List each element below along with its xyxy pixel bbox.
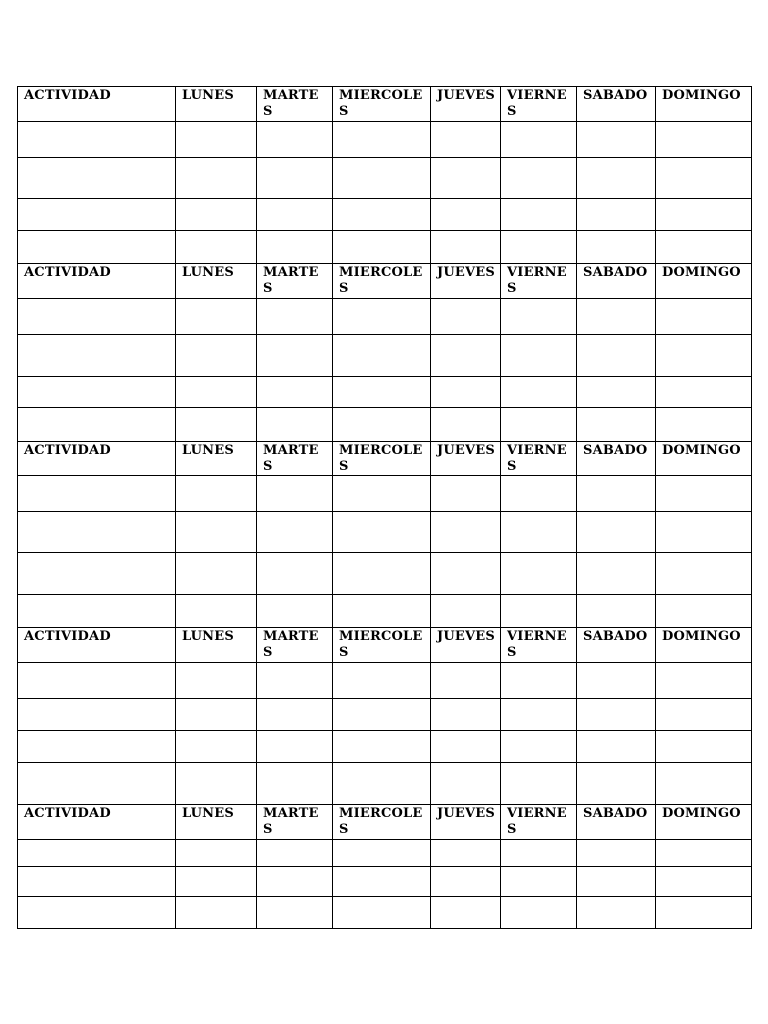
table-cell[interactable] bbox=[431, 377, 501, 408]
table-cell[interactable] bbox=[501, 867, 577, 897]
table-cell[interactable] bbox=[176, 512, 257, 553]
table-cell[interactable] bbox=[577, 377, 656, 408]
table-cell[interactable] bbox=[501, 122, 577, 158]
table-cell[interactable] bbox=[176, 199, 257, 231]
table-cell[interactable] bbox=[18, 122, 176, 158]
sabado-header: SABADO bbox=[577, 264, 656, 299]
table-row bbox=[18, 595, 752, 628]
table-cell[interactable] bbox=[257, 595, 333, 628]
table-cell[interactable] bbox=[176, 595, 257, 628]
jueves-header: JUEVES bbox=[431, 805, 501, 840]
table-cell[interactable] bbox=[577, 553, 656, 595]
table-cell[interactable] bbox=[501, 335, 577, 377]
table-cell[interactable] bbox=[577, 122, 656, 158]
schedule-body bbox=[18, 87, 752, 929]
table-cell[interactable] bbox=[18, 377, 176, 408]
sabado-header: SABADO bbox=[577, 442, 656, 476]
lunes-header: LUNES bbox=[176, 442, 257, 476]
table-cell[interactable] bbox=[257, 553, 333, 595]
table-cell[interactable] bbox=[431, 867, 501, 897]
viernes-header: VIERNES bbox=[501, 442, 577, 476]
table-cell[interactable] bbox=[577, 299, 656, 335]
table-cell[interactable] bbox=[18, 231, 176, 264]
lunes-header: LUNES bbox=[176, 628, 257, 663]
table-cell[interactable] bbox=[18, 512, 176, 553]
table-row bbox=[18, 763, 752, 805]
martes-header: MARTES bbox=[257, 805, 333, 840]
table-row bbox=[18, 158, 752, 199]
jueves-header: JUEVES bbox=[431, 628, 501, 663]
table-cell[interactable] bbox=[656, 512, 752, 553]
table-cell[interactable] bbox=[577, 840, 656, 867]
table-cell[interactable] bbox=[431, 199, 501, 231]
table-cell[interactable] bbox=[431, 840, 501, 867]
table-cell[interactable] bbox=[501, 231, 577, 264]
table-cell[interactable] bbox=[176, 408, 257, 442]
table-cell[interactable] bbox=[577, 897, 656, 929]
table-cell[interactable] bbox=[18, 840, 176, 867]
table-cell[interactable] bbox=[431, 299, 501, 335]
table-cell[interactable] bbox=[577, 699, 656, 731]
domingo-header: DOMINGO bbox=[656, 87, 752, 122]
table-cell[interactable] bbox=[333, 377, 431, 408]
table-cell[interactable] bbox=[577, 512, 656, 553]
table-cell[interactable] bbox=[257, 408, 333, 442]
table-cell[interactable] bbox=[656, 335, 752, 377]
table-row bbox=[18, 867, 752, 897]
table-cell[interactable] bbox=[656, 731, 752, 763]
table-cell[interactable] bbox=[501, 553, 577, 595]
table-cell[interactable] bbox=[176, 122, 257, 158]
table-cell[interactable] bbox=[176, 731, 257, 763]
table-row bbox=[18, 231, 752, 264]
table-cell[interactable] bbox=[257, 122, 333, 158]
table-cell[interactable] bbox=[431, 512, 501, 553]
table-cell[interactable] bbox=[176, 840, 257, 867]
table-row bbox=[18, 299, 752, 335]
miercoles-header: MIERCOLES bbox=[333, 628, 431, 663]
table-cell[interactable] bbox=[333, 595, 431, 628]
domingo-header: DOMINGO bbox=[656, 628, 752, 663]
table-cell[interactable] bbox=[577, 763, 656, 805]
table-row bbox=[18, 699, 752, 731]
table-cell[interactable] bbox=[501, 763, 577, 805]
section-header-row bbox=[18, 264, 752, 299]
martes-header: MARTES bbox=[257, 442, 333, 476]
domingo-header: DOMINGO bbox=[656, 442, 752, 476]
section-header-row bbox=[18, 442, 752, 476]
table-cell[interactable] bbox=[333, 476, 431, 512]
table-cell[interactable] bbox=[501, 158, 577, 199]
table-cell[interactable] bbox=[431, 122, 501, 158]
table-cell[interactable] bbox=[333, 731, 431, 763]
table-cell[interactable] bbox=[431, 699, 501, 731]
table-cell[interactable] bbox=[577, 476, 656, 512]
table-cell[interactable] bbox=[18, 663, 176, 699]
table-cell[interactable] bbox=[431, 553, 501, 595]
section-header-row bbox=[18, 805, 752, 840]
table-cell[interactable] bbox=[431, 335, 501, 377]
viernes-header: VIERNES bbox=[501, 87, 577, 122]
table-cell[interactable] bbox=[577, 408, 656, 442]
table-cell[interactable] bbox=[501, 897, 577, 929]
sabado-header: SABADO bbox=[577, 805, 656, 840]
actividad-header: ACTIVIDAD bbox=[18, 264, 176, 299]
table-cell[interactable] bbox=[257, 897, 333, 929]
table-cell[interactable] bbox=[501, 408, 577, 442]
table-cell[interactable] bbox=[257, 158, 333, 199]
domingo-header: DOMINGO bbox=[656, 805, 752, 840]
miercoles-header: MIERCOLES bbox=[333, 805, 431, 840]
table-cell[interactable] bbox=[431, 897, 501, 929]
table-cell[interactable] bbox=[18, 553, 176, 595]
table-cell[interactable] bbox=[333, 897, 431, 929]
table-cell[interactable] bbox=[257, 512, 333, 553]
table-cell[interactable] bbox=[333, 699, 431, 731]
table-cell[interactable] bbox=[176, 897, 257, 929]
table-cell[interactable] bbox=[577, 595, 656, 628]
sabado-header: SABADO bbox=[577, 628, 656, 663]
table-cell[interactable] bbox=[333, 867, 431, 897]
table-cell[interactable] bbox=[18, 731, 176, 763]
table-cell[interactable] bbox=[257, 663, 333, 699]
table-cell[interactable] bbox=[176, 299, 257, 335]
actividad-header: ACTIVIDAD bbox=[18, 442, 176, 476]
martes-header: MARTES bbox=[257, 264, 333, 299]
table-cell[interactable] bbox=[431, 763, 501, 805]
table-cell[interactable] bbox=[656, 158, 752, 199]
table-cell[interactable] bbox=[501, 199, 577, 231]
actividad-header: ACTIVIDAD bbox=[18, 628, 176, 663]
table-cell[interactable] bbox=[257, 699, 333, 731]
table-cell[interactable] bbox=[257, 299, 333, 335]
table-cell[interactable] bbox=[431, 663, 501, 699]
table-cell[interactable] bbox=[18, 867, 176, 897]
table-cell[interactable] bbox=[501, 731, 577, 763]
weekly-schedule-table bbox=[17, 86, 752, 929]
table-cell[interactable] bbox=[656, 231, 752, 264]
table-cell[interactable] bbox=[257, 335, 333, 377]
table-row bbox=[18, 512, 752, 553]
viernes-header: VIERNES bbox=[501, 264, 577, 299]
lunes-header: LUNES bbox=[176, 87, 257, 122]
table-cell[interactable] bbox=[577, 335, 656, 377]
table-cell[interactable] bbox=[577, 731, 656, 763]
table-cell[interactable] bbox=[333, 553, 431, 595]
table-cell[interactable] bbox=[577, 199, 656, 231]
miercoles-header: MIERCOLES bbox=[333, 264, 431, 299]
table-cell[interactable] bbox=[18, 699, 176, 731]
actividad-header: ACTIVIDAD bbox=[18, 805, 176, 840]
table-cell[interactable] bbox=[501, 476, 577, 512]
lunes-header: LUNES bbox=[176, 805, 257, 840]
table-cell[interactable] bbox=[431, 408, 501, 442]
table-cell[interactable] bbox=[431, 231, 501, 264]
table-cell[interactable] bbox=[333, 840, 431, 867]
table-cell[interactable] bbox=[656, 763, 752, 805]
table-cell[interactable] bbox=[431, 158, 501, 199]
table-cell[interactable] bbox=[257, 476, 333, 512]
table-cell[interactable] bbox=[577, 231, 656, 264]
table-cell[interactable] bbox=[431, 595, 501, 628]
table-cell[interactable] bbox=[431, 476, 501, 512]
jueves-header: JUEVES bbox=[431, 264, 501, 299]
lunes-header: LUNES bbox=[176, 264, 257, 299]
table-cell[interactable] bbox=[18, 897, 176, 929]
table-cell[interactable] bbox=[257, 867, 333, 897]
table-cell[interactable] bbox=[333, 199, 431, 231]
table-cell[interactable] bbox=[577, 867, 656, 897]
section-header-row bbox=[18, 87, 752, 122]
table-cell[interactable] bbox=[18, 335, 176, 377]
table-cell[interactable] bbox=[333, 512, 431, 553]
table-cell[interactable] bbox=[176, 553, 257, 595]
table-cell[interactable] bbox=[656, 408, 752, 442]
table-cell[interactable] bbox=[333, 158, 431, 199]
table-cell[interactable] bbox=[176, 158, 257, 199]
table-row bbox=[18, 897, 752, 929]
table-cell[interactable] bbox=[18, 763, 176, 805]
table-cell[interactable] bbox=[656, 199, 752, 231]
table-row bbox=[18, 199, 752, 231]
table-cell[interactable] bbox=[577, 158, 656, 199]
table-cell[interactable] bbox=[333, 663, 431, 699]
table-cell[interactable] bbox=[656, 897, 752, 929]
domingo-header: DOMINGO bbox=[656, 264, 752, 299]
table-cell[interactable] bbox=[176, 476, 257, 512]
table-cell[interactable] bbox=[333, 335, 431, 377]
table-cell[interactable] bbox=[656, 377, 752, 408]
table-cell[interactable] bbox=[501, 299, 577, 335]
table-cell[interactable] bbox=[176, 867, 257, 897]
section-header-row bbox=[18, 628, 752, 663]
table-row bbox=[18, 377, 752, 408]
sabado-header: SABADO bbox=[577, 87, 656, 122]
table-cell[interactable] bbox=[656, 867, 752, 897]
table-cell[interactable] bbox=[176, 699, 257, 731]
table-cell[interactable] bbox=[333, 299, 431, 335]
table-cell[interactable] bbox=[501, 595, 577, 628]
table-cell[interactable] bbox=[18, 408, 176, 442]
table-cell[interactable] bbox=[656, 699, 752, 731]
table-cell[interactable] bbox=[501, 377, 577, 408]
table-cell[interactable] bbox=[18, 299, 176, 335]
table-cell[interactable] bbox=[656, 663, 752, 699]
table-cell[interactable] bbox=[176, 763, 257, 805]
table-cell[interactable] bbox=[176, 335, 257, 377]
table-cell[interactable] bbox=[176, 231, 257, 264]
table-cell[interactable] bbox=[257, 763, 333, 805]
table-row bbox=[18, 553, 752, 595]
table-cell[interactable] bbox=[501, 663, 577, 699]
table-cell[interactable] bbox=[501, 840, 577, 867]
table-cell[interactable] bbox=[333, 231, 431, 264]
table-cell[interactable] bbox=[18, 595, 176, 628]
actividad-header: ACTIVIDAD bbox=[18, 87, 176, 122]
viernes-header: VIERNES bbox=[501, 628, 577, 663]
table-cell[interactable] bbox=[18, 158, 176, 199]
jueves-header: JUEVES bbox=[431, 442, 501, 476]
table-row bbox=[18, 408, 752, 442]
table-cell[interactable] bbox=[656, 122, 752, 158]
jueves-header: JUEVES bbox=[431, 87, 501, 122]
table-cell[interactable] bbox=[501, 512, 577, 553]
table-cell[interactable] bbox=[257, 377, 333, 408]
viernes-header: VIERNES bbox=[501, 805, 577, 840]
table-cell[interactable] bbox=[656, 553, 752, 595]
table-row bbox=[18, 840, 752, 867]
table-row bbox=[18, 663, 752, 699]
table-cell[interactable] bbox=[431, 731, 501, 763]
table-cell[interactable] bbox=[656, 840, 752, 867]
table-cell[interactable] bbox=[501, 699, 577, 731]
table-row bbox=[18, 335, 752, 377]
table-cell[interactable] bbox=[257, 731, 333, 763]
table-cell[interactable] bbox=[18, 476, 176, 512]
table-cell[interactable] bbox=[176, 377, 257, 408]
table-cell[interactable] bbox=[176, 663, 257, 699]
table-cell[interactable] bbox=[656, 476, 752, 512]
table-row bbox=[18, 122, 752, 158]
table-cell[interactable] bbox=[333, 763, 431, 805]
table-cell[interactable] bbox=[257, 840, 333, 867]
table-row bbox=[18, 476, 752, 512]
table-cell[interactable] bbox=[656, 299, 752, 335]
table-cell[interactable] bbox=[656, 595, 752, 628]
table-cell[interactable] bbox=[257, 231, 333, 264]
miercoles-header: MIERCOLES bbox=[333, 442, 431, 476]
table-cell[interactable] bbox=[333, 122, 431, 158]
miercoles-header: MIERCOLES bbox=[333, 87, 431, 122]
table-cell[interactable] bbox=[18, 199, 176, 231]
table-cell[interactable] bbox=[257, 199, 333, 231]
table-cell[interactable] bbox=[577, 663, 656, 699]
table-cell[interactable] bbox=[333, 408, 431, 442]
table-row bbox=[18, 731, 752, 763]
martes-header: MARTES bbox=[257, 87, 333, 122]
martes-header: MARTES bbox=[257, 628, 333, 663]
